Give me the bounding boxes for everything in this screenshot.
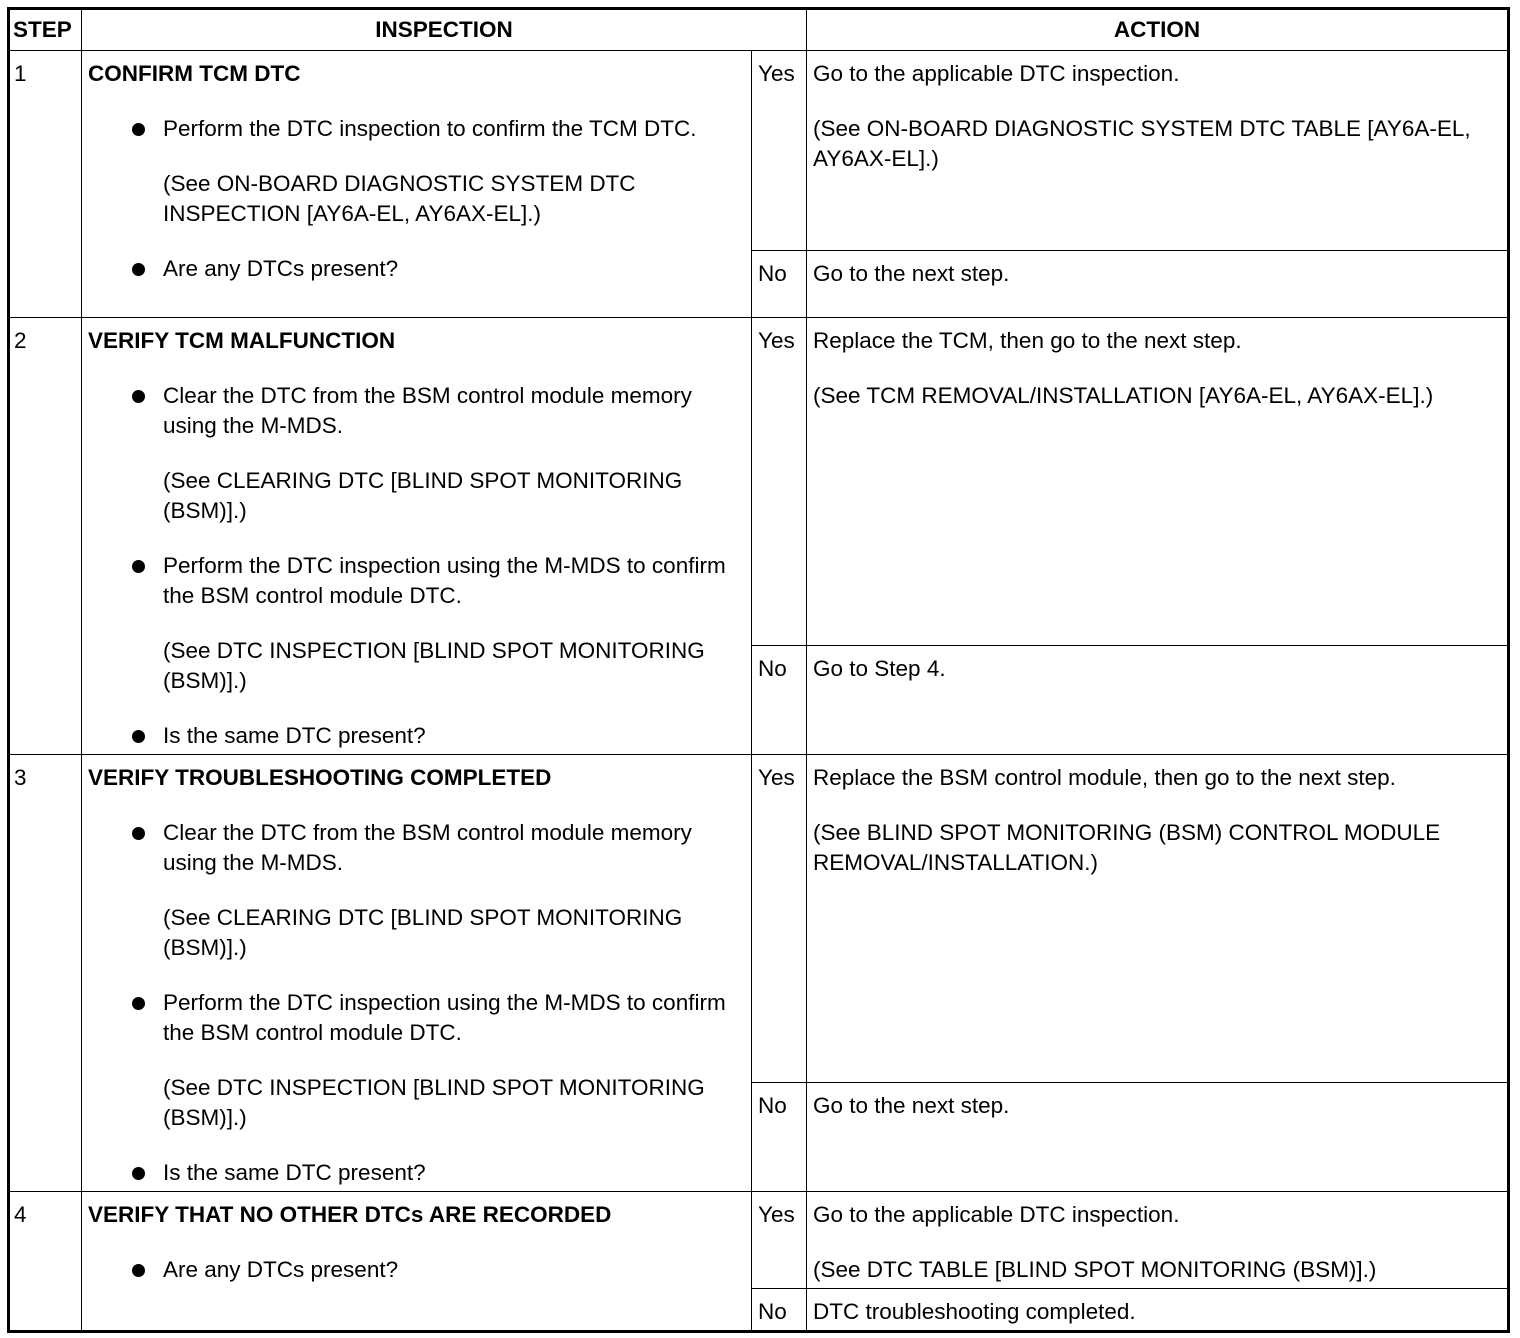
yes-label: Yes <box>752 318 807 646</box>
yes-label: Yes <box>752 51 807 251</box>
bullet-icon <box>132 730 145 743</box>
inspection-cell <box>82 755 752 1192</box>
yes-action-reference: (See ON-BOARD DIAGNOSTIC SYSTEM DTC TABLE [AY6A-EL, AY6AX-EL].) <box>813 116 1471 171</box>
yes-action-cell <box>807 318 1509 646</box>
step-number: 1 <box>9 51 82 318</box>
inspection-text: Is the same DTC present? <box>163 1160 426 1185</box>
yes-action-reference: (See DTC TABLE [BLIND SPOT MONITORING (BSM)].) <box>813 1257 1377 1282</box>
no-label: No <box>752 1083 807 1192</box>
no-label: No <box>752 251 807 318</box>
step-number: 2 <box>9 318 82 755</box>
inspection-item <box>88 721 745 751</box>
inspection-item <box>88 114 745 229</box>
inspection-item <box>88 1255 745 1285</box>
yes-label: Yes <box>752 1192 807 1289</box>
bullet-icon <box>132 1264 145 1277</box>
yes-action-text: Go to the applicable DTC inspection. <box>813 1202 1180 1227</box>
step-title: VERIFY TROUBLESHOOTING COMPLETED <box>88 765 552 790</box>
step-2-yes-row <box>9 318 1509 646</box>
inspection-cell <box>82 318 752 755</box>
inspection-item <box>88 381 745 526</box>
troubleshooting-table <box>7 7 1510 1333</box>
inspection-text: Are any DTCs present? <box>163 256 399 281</box>
inspection-reference: (See DTC INSPECTION [BLIND SPOT MONITORING (BSM)].) <box>163 638 705 693</box>
inspection-text: Perform the DTC inspection to confirm the TCM DTC. <box>163 116 697 141</box>
no-action-text: Go to the next step. <box>807 1083 1509 1192</box>
bullet-icon <box>132 123 145 136</box>
inspection-text: Is the same DTC present? <box>163 723 426 748</box>
yes-action-text: Replace the BSM control module, then go to the next step. <box>813 765 1396 790</box>
yes-action-text: Go to the applicable DTC inspection. <box>813 61 1180 86</box>
no-action-text: Go to the next step. <box>807 251 1509 318</box>
inspection-reference: (See ON-BOARD DIAGNOSTIC SYSTEM DTC INSPECTION [AY6A-EL, AY6AX-EL].) <box>163 171 636 226</box>
inspection-item <box>88 818 745 963</box>
yes-action-reference: (See TCM REMOVAL/INSTALLATION [AY6A-EL, AY6AX-EL].) <box>813 383 1434 408</box>
yes-action-reference: (See BLIND SPOT MONITORING (BSM) CONTROL MODULE REMOVAL/INSTALLATION.) <box>813 820 1441 875</box>
no-action-text: Go to Step 4. <box>807 646 1509 755</box>
no-action-text: DTC troubleshooting completed. <box>807 1289 1509 1332</box>
step-title: CONFIRM TCM DTC <box>88 61 301 86</box>
yes-label: Yes <box>752 755 807 1083</box>
inspection-text: Perform the DTC inspection using the M-MDS to confirm the BSM control module DTC. <box>163 990 726 1045</box>
step-number: 4 <box>9 1192 82 1332</box>
inspection-cell <box>82 1192 752 1332</box>
inspection-cell <box>82 51 752 318</box>
step-title: VERIFY TCM MALFUNCTION <box>88 328 396 353</box>
inspection-text: Clear the DTC from the BSM control module memory using the M-MDS. <box>163 383 692 438</box>
step-number: 3 <box>9 755 82 1192</box>
inspection-text: Perform the DTC inspection using the M-MDS to confirm the BSM control module DTC. <box>163 553 726 608</box>
bullet-icon <box>132 1167 145 1180</box>
inspection-item <box>88 988 745 1133</box>
header-step: STEP <box>9 9 82 51</box>
yes-action-cell <box>807 1192 1509 1289</box>
header-action: ACTION <box>807 9 1509 51</box>
step-title: VERIFY THAT NO OTHER DTCs ARE RECORDED <box>88 1202 612 1227</box>
yes-action-cell <box>807 51 1509 251</box>
inspection-item <box>88 1158 745 1188</box>
inspection-text: Are any DTCs present? <box>163 1257 399 1282</box>
inspection-text: Clear the DTC from the BSM control module memory using the M-MDS. <box>163 820 692 875</box>
header-row <box>9 9 1509 51</box>
no-label: No <box>752 1289 807 1332</box>
bullet-icon <box>132 997 145 1010</box>
inspection-reference: (See CLEARING DTC [BLIND SPOT MONITORING (BSM)].) <box>163 468 683 523</box>
step-3-yes-row <box>9 755 1509 1083</box>
bullet-icon <box>132 827 145 840</box>
no-label: No <box>752 646 807 755</box>
inspection-reference: (See DTC INSPECTION [BLIND SPOT MONITORING (BSM)].) <box>163 1075 705 1130</box>
yes-action-text: Replace the TCM, then go to the next step. <box>813 328 1242 353</box>
inspection-reference: (See CLEARING DTC [BLIND SPOT MONITORING (BSM)].) <box>163 905 683 960</box>
bullet-icon <box>132 263 145 276</box>
yes-action-cell <box>807 755 1509 1083</box>
bullet-icon <box>132 390 145 403</box>
inspection-item <box>88 551 745 696</box>
step-1-yes-row <box>9 51 1509 251</box>
bullet-icon <box>132 560 145 573</box>
inspection-item <box>88 254 745 284</box>
step-4-yes-row <box>9 1192 1509 1289</box>
header-inspection: INSPECTION <box>82 9 807 51</box>
